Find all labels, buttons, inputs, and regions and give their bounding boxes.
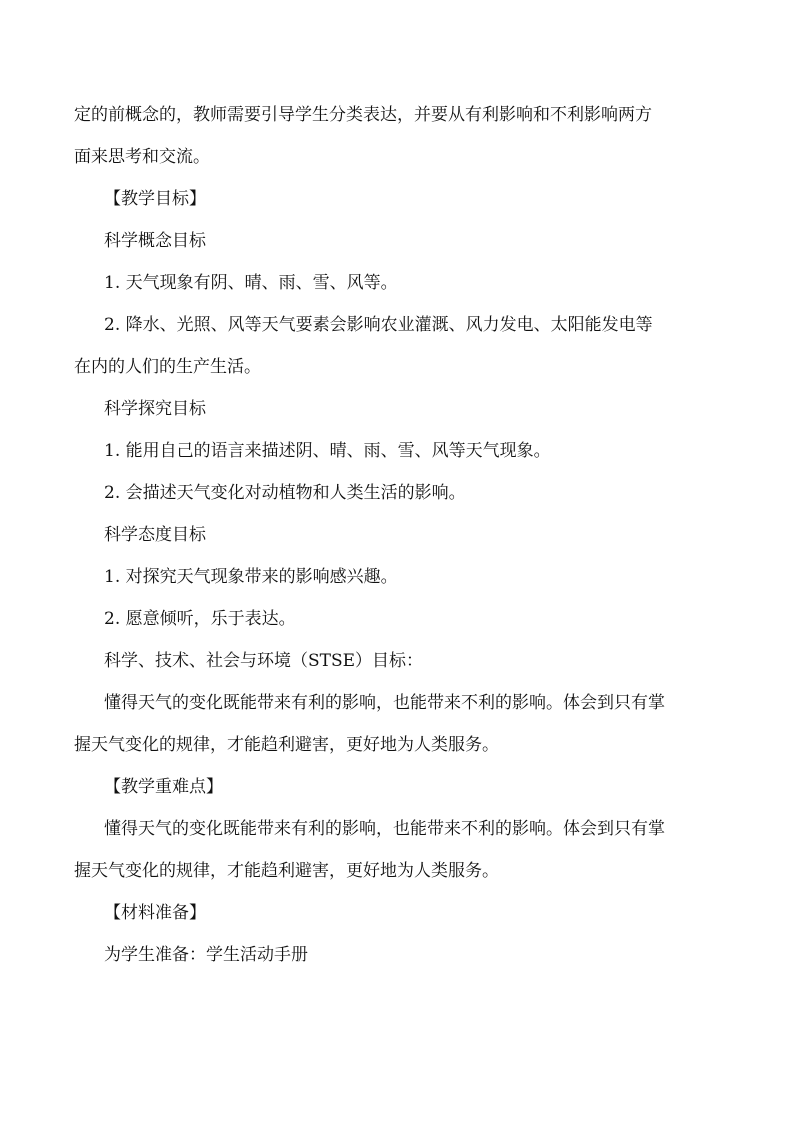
paragraph-line: 在内的人们的生产生活。 (74, 357, 261, 377)
paragraph-line: 懂得天气的变化既能带来有利的影响，也能带来不利的影响。体会到只有掌 (104, 819, 665, 839)
list-item: 1. 天气现象有阴、晴、雨、雪、风等。 (104, 273, 398, 293)
list-item: 2. 会描述天气变化对动植物和人类生活的影响。 (104, 483, 466, 503)
subheading-science-attitude: 科学态度目标 (104, 525, 206, 545)
subheading-science-concept: 科学概念目标 (104, 231, 206, 251)
list-item: 2. 降水、光照、风等天气要素会影响农业灌溉、风力发电、太阳能发电等 (104, 315, 653, 335)
section-heading-teaching-goals: 【教学目标】 (104, 189, 206, 209)
paragraph-line: 定的前概念的，教师需要引导学生分类表达，并要从有利影响和不利影响两方 (74, 105, 652, 125)
paragraph-line: 握天气变化的规律，才能趋利避害，更好地为人类服务。 (74, 861, 499, 881)
paragraph-line: 为学生准备：学生活动手册 (104, 945, 308, 965)
list-item: 2. 愿意倾听，乐于表达。 (104, 609, 296, 629)
paragraph-line: 懂得天气的变化既能带来有利的影响，也能带来不利的影响。体会到只有掌 (104, 693, 665, 713)
paragraph-line: 握天气变化的规律，才能趋利避害，更好地为人类服务。 (74, 735, 499, 755)
list-item: 1. 对探究天气现象带来的影响感兴趣。 (104, 567, 398, 587)
section-heading-key-difficult-points: 【教学重难点】 (104, 777, 223, 797)
subheading-science-inquiry: 科学探究目标 (104, 399, 206, 419)
subheading-stse: 科学、技术、社会与环境（STSE）目标： (104, 651, 424, 671)
paragraph-line: 面来思考和交流。 (74, 147, 210, 167)
list-item: 1. 能用自己的语言来描述阴、晴、雨、雪、风等天气现象。 (104, 441, 551, 461)
section-heading-materials: 【材料准备】 (104, 903, 206, 923)
